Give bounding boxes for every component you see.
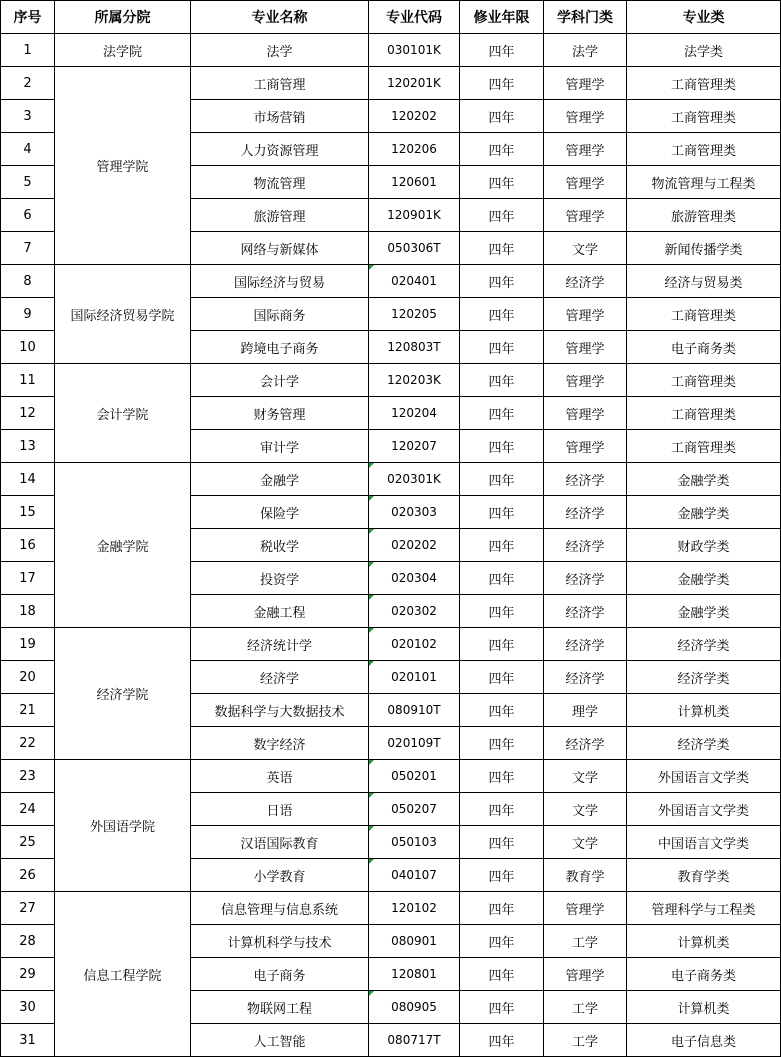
cell-index: 29 xyxy=(1,958,55,991)
cell-major-name: 法学 xyxy=(191,34,369,67)
cell-index: 2 xyxy=(1,67,55,100)
cell-discipline: 理学 xyxy=(544,694,627,727)
cell-index: 19 xyxy=(1,628,55,661)
table-row xyxy=(1,463,781,496)
header-major-code: 专业代码 xyxy=(369,1,460,34)
cell-major-category: 工商管理类 xyxy=(627,430,781,463)
cell-index: 13 xyxy=(1,430,55,463)
cell-discipline: 管理学 xyxy=(544,430,627,463)
cell-major-code: 020304 xyxy=(369,562,460,595)
cell-college: 外国语学院 xyxy=(55,760,191,892)
cell-major-category: 经济学类 xyxy=(627,727,781,760)
table-row xyxy=(1,265,781,298)
cell-discipline: 管理学 xyxy=(544,397,627,430)
cell-index: 3 xyxy=(1,100,55,133)
cell-discipline: 经济学 xyxy=(544,529,627,562)
cell-major-category: 工商管理类 xyxy=(627,397,781,430)
cell-major-category: 物流管理与工程类 xyxy=(627,166,781,199)
cell-duration: 四年 xyxy=(460,166,544,199)
cell-major-category: 电子商务类 xyxy=(627,331,781,364)
cell-major-category: 经济学类 xyxy=(627,628,781,661)
cell-duration: 四年 xyxy=(460,727,544,760)
cell-major-code: 120203K xyxy=(369,364,460,397)
cell-major-code: 120801 xyxy=(369,958,460,991)
cell-discipline: 文学 xyxy=(544,760,627,793)
cell-major-code: 120901K xyxy=(369,199,460,232)
cell-duration: 四年 xyxy=(460,595,544,628)
cell-discipline: 文学 xyxy=(544,232,627,265)
cell-duration: 四年 xyxy=(460,199,544,232)
cell-college: 信息工程学院 xyxy=(55,892,191,1057)
cell-major-code: 050201 xyxy=(369,760,460,793)
cell-major-code: 120207 xyxy=(369,430,460,463)
cell-discipline: 管理学 xyxy=(544,331,627,364)
cell-major-category: 管理科学与工程类 xyxy=(627,892,781,925)
cell-duration: 四年 xyxy=(460,958,544,991)
cell-discipline: 经济学 xyxy=(544,463,627,496)
cell-duration: 四年 xyxy=(460,133,544,166)
cell-major-category: 电子商务类 xyxy=(627,958,781,991)
header-college: 所属分院 xyxy=(55,1,191,34)
cell-major-name: 保险学 xyxy=(191,496,369,529)
cell-index: 17 xyxy=(1,562,55,595)
cell-index: 6 xyxy=(1,199,55,232)
cell-duration: 四年 xyxy=(460,232,544,265)
cell-major-category: 外国语言文学类 xyxy=(627,760,781,793)
cell-duration: 四年 xyxy=(460,661,544,694)
cell-major-category: 金融学类 xyxy=(627,562,781,595)
cell-index: 25 xyxy=(1,826,55,859)
cell-index: 9 xyxy=(1,298,55,331)
cell-major-category: 计算机类 xyxy=(627,694,781,727)
cell-college: 管理学院 xyxy=(55,67,191,265)
cell-major-name: 信息管理与信息系统 xyxy=(191,892,369,925)
cell-major-name: 日语 xyxy=(191,793,369,826)
cell-discipline: 管理学 xyxy=(544,100,627,133)
cell-duration: 四年 xyxy=(460,298,544,331)
cell-discipline: 经济学 xyxy=(544,562,627,595)
cell-college: 金融学院 xyxy=(55,463,191,628)
cell-major-category: 计算机类 xyxy=(627,925,781,958)
cell-discipline: 经济学 xyxy=(544,727,627,760)
cell-major-name: 旅游管理 xyxy=(191,199,369,232)
cell-duration: 四年 xyxy=(460,925,544,958)
cell-major-category: 工商管理类 xyxy=(627,298,781,331)
table-row xyxy=(1,34,781,67)
cell-index: 5 xyxy=(1,166,55,199)
cell-college: 经济学院 xyxy=(55,628,191,760)
table-body xyxy=(1,34,781,1057)
cell-discipline: 经济学 xyxy=(544,496,627,529)
cell-duration: 四年 xyxy=(460,100,544,133)
cell-major-category: 经济学类 xyxy=(627,661,781,694)
cell-discipline: 管理学 xyxy=(544,892,627,925)
cell-major-name: 国际商务 xyxy=(191,298,369,331)
cell-discipline: 管理学 xyxy=(544,364,627,397)
cell-major-code: 120202 xyxy=(369,100,460,133)
cell-major-category: 电子信息类 xyxy=(627,1024,781,1057)
cell-major-name: 市场营销 xyxy=(191,100,369,133)
cell-college: 会计学院 xyxy=(55,364,191,463)
cell-major-name: 英语 xyxy=(191,760,369,793)
cell-major-name: 金融工程 xyxy=(191,595,369,628)
cell-major-code: 080901 xyxy=(369,925,460,958)
cell-major-code: 020303 xyxy=(369,496,460,529)
cell-discipline: 工学 xyxy=(544,1024,627,1057)
cell-major-code: 080905 xyxy=(369,991,460,1024)
table-row xyxy=(1,67,781,100)
cell-major-name: 工商管理 xyxy=(191,67,369,100)
cell-major-name: 小学教育 xyxy=(191,859,369,892)
cell-index: 4 xyxy=(1,133,55,166)
cell-major-code: 050306T xyxy=(369,232,460,265)
cell-index: 11 xyxy=(1,364,55,397)
cell-major-name: 计算机科学与技术 xyxy=(191,925,369,958)
cell-major-category: 经济与贸易类 xyxy=(627,265,781,298)
cell-index: 12 xyxy=(1,397,55,430)
cell-major-name: 会计学 xyxy=(191,364,369,397)
cell-major-category: 工商管理类 xyxy=(627,133,781,166)
cell-major-code: 030101K xyxy=(369,34,460,67)
cell-major-code: 050207 xyxy=(369,793,460,826)
cell-major-code: 020101 xyxy=(369,661,460,694)
cell-major-code: 020401 xyxy=(369,265,460,298)
cell-major-code: 020109T xyxy=(369,727,460,760)
cell-major-category: 旅游管理类 xyxy=(627,199,781,232)
cell-index: 24 xyxy=(1,793,55,826)
cell-major-name: 国际经济与贸易 xyxy=(191,265,369,298)
cell-discipline: 管理学 xyxy=(544,166,627,199)
cell-major-category: 教育学类 xyxy=(627,859,781,892)
cell-index: 28 xyxy=(1,925,55,958)
cell-index: 26 xyxy=(1,859,55,892)
header-duration: 修业年限 xyxy=(460,1,544,34)
cell-index: 1 xyxy=(1,34,55,67)
cell-discipline: 经济学 xyxy=(544,628,627,661)
cell-duration: 四年 xyxy=(460,892,544,925)
cell-duration: 四年 xyxy=(460,265,544,298)
cell-major-code: 050103 xyxy=(369,826,460,859)
cell-duration: 四年 xyxy=(460,628,544,661)
cell-duration: 四年 xyxy=(460,562,544,595)
cell-major-name: 物联网工程 xyxy=(191,991,369,1024)
cell-major-category: 财政学类 xyxy=(627,529,781,562)
cell-index: 22 xyxy=(1,727,55,760)
cell-major-category: 外国语言文学类 xyxy=(627,793,781,826)
cell-major-code: 020202 xyxy=(369,529,460,562)
cell-major-name: 数据科学与大数据技术 xyxy=(191,694,369,727)
cell-duration: 四年 xyxy=(460,760,544,793)
cell-duration: 四年 xyxy=(460,496,544,529)
table-row xyxy=(1,760,781,793)
cell-major-name: 审计学 xyxy=(191,430,369,463)
cell-duration: 四年 xyxy=(460,694,544,727)
cell-discipline: 经济学 xyxy=(544,595,627,628)
cell-discipline: 管理学 xyxy=(544,958,627,991)
cell-major-category: 中国语言文学类 xyxy=(627,826,781,859)
cell-duration: 四年 xyxy=(460,529,544,562)
cell-major-category: 金融学类 xyxy=(627,595,781,628)
cell-major-name: 金融学 xyxy=(191,463,369,496)
cell-major-category: 工商管理类 xyxy=(627,364,781,397)
cell-major-name: 网络与新媒体 xyxy=(191,232,369,265)
cell-duration: 四年 xyxy=(460,397,544,430)
cell-index: 20 xyxy=(1,661,55,694)
cell-index: 7 xyxy=(1,232,55,265)
cell-major-name: 经济学 xyxy=(191,661,369,694)
cell-major-name: 财务管理 xyxy=(191,397,369,430)
cell-discipline: 文学 xyxy=(544,793,627,826)
cell-major-name: 人工智能 xyxy=(191,1024,369,1057)
cell-college: 法学院 xyxy=(55,34,191,67)
cell-major-code: 120102 xyxy=(369,892,460,925)
cell-index: 10 xyxy=(1,331,55,364)
cell-major-name: 人力资源管理 xyxy=(191,133,369,166)
cell-index: 27 xyxy=(1,892,55,925)
header-row xyxy=(1,1,781,34)
cell-major-code: 120205 xyxy=(369,298,460,331)
cell-index: 30 xyxy=(1,991,55,1024)
header-major-category: 专业类 xyxy=(627,1,781,34)
cell-duration: 四年 xyxy=(460,430,544,463)
cell-index: 15 xyxy=(1,496,55,529)
cell-index: 18 xyxy=(1,595,55,628)
cell-duration: 四年 xyxy=(460,67,544,100)
cell-major-code: 020301K xyxy=(369,463,460,496)
cell-major-code: 020302 xyxy=(369,595,460,628)
cell-major-category: 金融学类 xyxy=(627,463,781,496)
cell-index: 16 xyxy=(1,529,55,562)
cell-major-category: 金融学类 xyxy=(627,496,781,529)
cell-major-code: 120601 xyxy=(369,166,460,199)
table-row xyxy=(1,628,781,661)
cell-major-code: 080910T xyxy=(369,694,460,727)
cell-duration: 四年 xyxy=(460,331,544,364)
cell-major-code: 120204 xyxy=(369,397,460,430)
cell-major-category: 计算机类 xyxy=(627,991,781,1024)
cell-major-code: 120803T xyxy=(369,331,460,364)
cell-index: 31 xyxy=(1,1024,55,1057)
cell-major-name: 电子商务 xyxy=(191,958,369,991)
cell-discipline: 经济学 xyxy=(544,661,627,694)
cell-discipline: 经济学 xyxy=(544,265,627,298)
cell-major-name: 投资学 xyxy=(191,562,369,595)
cell-index: 23 xyxy=(1,760,55,793)
cell-discipline: 教育学 xyxy=(544,859,627,892)
header-index: 序号 xyxy=(1,1,55,34)
cell-major-name: 跨境电子商务 xyxy=(191,331,369,364)
cell-major-code: 020102 xyxy=(369,628,460,661)
cell-index: 21 xyxy=(1,694,55,727)
cell-discipline: 管理学 xyxy=(544,133,627,166)
cell-discipline: 法学 xyxy=(544,34,627,67)
cell-index: 8 xyxy=(1,265,55,298)
cell-duration: 四年 xyxy=(460,793,544,826)
cell-index: 14 xyxy=(1,463,55,496)
cell-discipline: 管理学 xyxy=(544,199,627,232)
cell-discipline: 文学 xyxy=(544,826,627,859)
cell-college: 国际经济贸易学院 xyxy=(55,265,191,364)
cell-duration: 四年 xyxy=(460,364,544,397)
cell-major-name: 经济统计学 xyxy=(191,628,369,661)
cell-duration: 四年 xyxy=(460,34,544,67)
cell-discipline: 工学 xyxy=(544,925,627,958)
cell-major-code: 080717T xyxy=(369,1024,460,1057)
cell-major-code: 040107 xyxy=(369,859,460,892)
cell-discipline: 管理学 xyxy=(544,298,627,331)
cell-discipline: 工学 xyxy=(544,991,627,1024)
cell-major-category: 新闻传播学类 xyxy=(627,232,781,265)
cell-major-code: 120206 xyxy=(369,133,460,166)
table-row xyxy=(1,892,781,925)
cell-major-code: 120201K xyxy=(369,67,460,100)
header-major-name: 专业名称 xyxy=(191,1,369,34)
cell-major-category: 工商管理类 xyxy=(627,67,781,100)
cell-duration: 四年 xyxy=(460,1024,544,1057)
cell-discipline: 管理学 xyxy=(544,67,627,100)
cell-duration: 四年 xyxy=(460,991,544,1024)
table-row xyxy=(1,364,781,397)
cell-major-name: 税收学 xyxy=(191,529,369,562)
cell-duration: 四年 xyxy=(460,826,544,859)
cell-major-category: 工商管理类 xyxy=(627,100,781,133)
cell-major-name: 汉语国际教育 xyxy=(191,826,369,859)
cell-duration: 四年 xyxy=(460,859,544,892)
cell-major-category: 法学类 xyxy=(627,34,781,67)
cell-duration: 四年 xyxy=(460,463,544,496)
header-discipline: 学科门类 xyxy=(544,1,627,34)
cell-major-name: 物流管理 xyxy=(191,166,369,199)
cell-major-name: 数字经济 xyxy=(191,727,369,760)
